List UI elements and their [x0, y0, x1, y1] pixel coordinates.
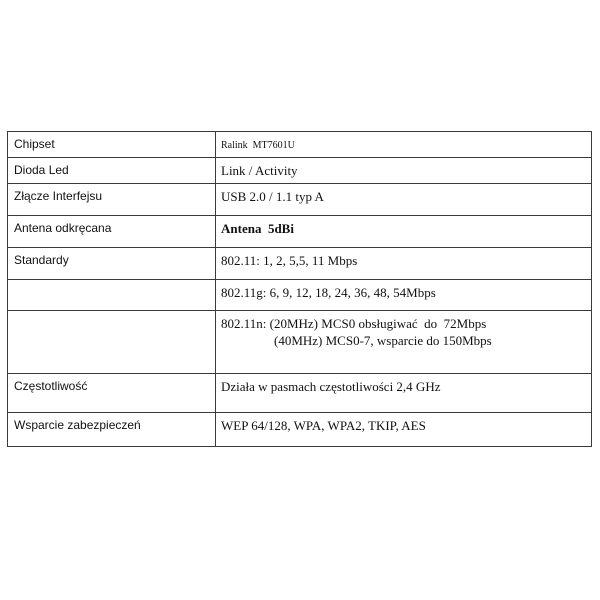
table-row [8, 132, 592, 158]
row-label-text: Chipset [14, 137, 55, 151]
row-value-line2: (40MHz) MCS0-7, wsparcie do 150Mbps [274, 333, 492, 348]
row-label [8, 158, 216, 184]
table-row [8, 248, 592, 280]
row-value [216, 311, 592, 374]
spec-table [7, 131, 592, 447]
row-value-line1: 802.11n: (20MHz) MCS0 obsługiwać do 72Mbps [221, 316, 487, 331]
row-label-text: Antena odkręcana [14, 221, 112, 235]
row-value-text: Ralink MT7601U [221, 140, 295, 151]
row-label [8, 132, 216, 158]
row-label-text: Złącze Interfejsu [14, 189, 103, 203]
table-row [8, 184, 592, 216]
row-value-text: Antena 5dBi [221, 221, 294, 236]
row-value [216, 216, 592, 248]
table-row [8, 158, 592, 184]
row-label [8, 184, 216, 216]
row-label [8, 311, 216, 374]
table-row [8, 311, 592, 374]
row-value [216, 280, 592, 311]
row-value-text: Działa w pasmach częstotliwości 2,4 GHz [221, 379, 441, 394]
row-label [8, 248, 216, 280]
row-value [216, 132, 592, 158]
row-label-text: Częstotliwość [14, 379, 88, 393]
row-value [216, 248, 592, 280]
row-label-text: Dioda Led [14, 163, 69, 177]
row-value-text: 802.11: 1, 2, 5,5, 11 Mbps [221, 253, 358, 268]
row-value-text: Link / Activity [221, 163, 298, 178]
row-label [8, 374, 216, 413]
row-value [216, 374, 592, 413]
table-row [8, 374, 592, 413]
row-label-text: Standardy [14, 253, 69, 267]
row-value [216, 413, 592, 447]
row-label [8, 216, 216, 248]
row-label-text: Wsparcie zabezpieczeń [14, 418, 141, 432]
row-label [8, 413, 216, 447]
row-value [216, 158, 592, 184]
row-value-text: WEP 64/128, WPA, WPA2, TKIP, AES [221, 418, 426, 433]
row-label [8, 280, 216, 311]
row-value-text: USB 2.0 / 1.1 typ A [221, 189, 324, 204]
row-value [216, 184, 592, 216]
table-row [8, 280, 592, 311]
row-value-text: 802.11g: 6, 9, 12, 18, 24, 36, 48, 54Mbps [221, 285, 436, 300]
table-row [8, 413, 592, 447]
table-row [8, 216, 592, 248]
